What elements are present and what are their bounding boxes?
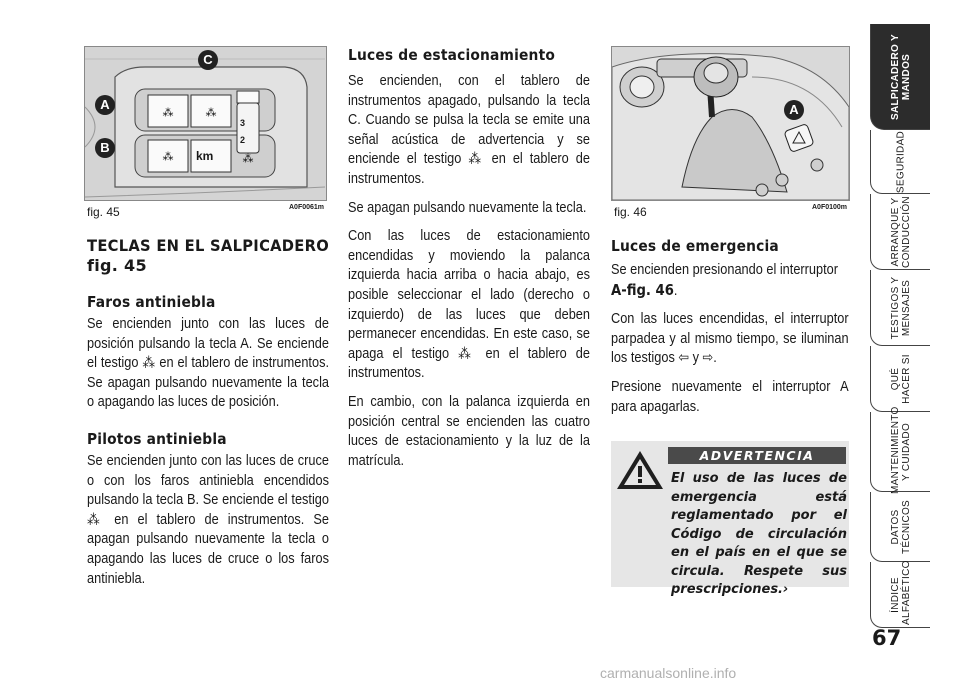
chapter-sidebar [870, 14, 930, 634]
luces-emergencia-section [611, 237, 881, 426]
figure-45-drawing [85, 47, 326, 200]
callout-c: C [198, 50, 218, 70]
tab-label-mantenimiento: MANTENIMIENTO Y CUIDADO [889, 405, 912, 494]
tab-label-datos: DATOS TÉCNICOS [889, 499, 912, 554]
luces-estacionamiento-heading: Luces de estacionamiento [348, 46, 556, 64]
emergencia-p1-a: Se encienden presionando el interruptor [611, 262, 839, 278]
page-number: 67 [872, 626, 902, 650]
tab-label-seguridad: SEGURIDAD [895, 130, 906, 193]
callout-a: A [95, 95, 115, 115]
luces-emergencia-heading: Luces de emergencia [611, 237, 779, 255]
emergencia-p2: Con las luces encendidas, el interruptor parpadea y al mismo tiempo, se iluminan los testigos ⇦ y ⇨. [611, 311, 849, 367]
estacionamiento-p1: Se encienden, con el tablero de instrumentos apagado, pulsando la tecla C. Cuando se pulsa la tecla se emite una señal acústica de advertencia y se enciende el testigo ⁂ en el tablero de instrumentos. [348, 73, 590, 187]
estacionamiento-p3: Con las luces de estacionamiento encendidas y moviendo la palanca izquierda hacia arriba o hacia abajo, es posible seleccionar el lado (derecho o izquierdo) de las luces que deben permanecer encendidas. En este caso, se apaga el testigo ⁂ en el tablero de instrumentos. [348, 228, 590, 382]
emergencia-p3: Presione nuevamente el interruptor A para apagarlas. [611, 378, 849, 415]
faros-antiniebla-text: Se encienden junto con las luces de posición pulsando la tecla A. Se enciende el testigo ⁂ en el tablero de instrumentos. Se apagan pulsando nuevamente la tecla o apagando las luces de posición. [87, 316, 329, 411]
figure-46-code: A0F0100m [812, 204, 848, 211]
section-teclas-title [87, 236, 337, 276]
tab-seguridad[interactable] [870, 130, 930, 194]
figure-46-label: fig. 46 [614, 205, 647, 219]
estacionamiento-p2: Se apagan pulsando nuevamente la tecla. [348, 199, 587, 216]
figure-45-code: A0F0061m [289, 204, 325, 211]
fig45-key-2: 2 [240, 135, 246, 145]
tab-indice[interactable] [870, 559, 930, 628]
fig45-key-km: km [196, 149, 214, 163]
luces-emergencia-text [611, 261, 849, 417]
fig45-key-3: 3 [240, 118, 246, 128]
tab-label-arranque: ARRANQUE Y CONDUCCIÓN [889, 195, 912, 268]
warning-text [617, 470, 847, 600]
tab-arranque[interactable] [870, 194, 930, 270]
pilotos-antiniebla-section [87, 430, 362, 589]
svg-text:⁂: ⁂ [162, 150, 174, 163]
tab-label-que-hacer: QUÉ HACER SI [889, 353, 912, 404]
tab-salpicadero[interactable] [870, 24, 930, 130]
tab-que-hacer[interactable] [870, 346, 930, 412]
svg-text:⁂: ⁂ [242, 152, 254, 165]
emergencia-p1-b: A-fig. 46 [611, 280, 674, 299]
tab-mantenimiento[interactable] [870, 405, 930, 494]
svg-text:⁂: ⁂ [205, 106, 217, 119]
figure-46-drawing [612, 47, 849, 200]
teclas-title-line2: fig. 45 [87, 256, 147, 275]
figure-45-label: fig. 45 [87, 205, 120, 219]
tab-label-indice: ÍNDICE ALFABÉTICO [889, 559, 912, 625]
faros-antiniebla-heading: Faros antiniebla [87, 293, 216, 311]
emergencia-p1: Se encienden presionando el interruptor A-fig. 46. [611, 262, 839, 299]
tab-label-salpicadero: SALPICADERO Y MANDOS [889, 33, 912, 120]
teclas-title-line1: TECLAS EN EL SALPICADERO [87, 236, 330, 255]
faros-antiniebla-section [87, 293, 362, 413]
luces-estacionamiento-text [348, 72, 590, 471]
pilotos-antiniebla-heading: Pilotos antiniebla [87, 430, 227, 448]
pilotos-antiniebla-text: Se encienden junto con las luces de cruce o con los faros antiniebla encendidos pulsando la tecla B. Se enciende el testigo ⁂ en el tablero de instrumentos. Se apagan pulsando nuevamente la tecla o apagando las luces de cruce o los faros antiniebla. [87, 453, 329, 587]
figure-46 [611, 46, 850, 201]
luces-estacionamiento-section [348, 46, 623, 480]
figure-45 [84, 46, 327, 201]
tab-label-testigos: TESTIGOS Y MENSAJES [889, 276, 912, 339]
callout-b: B [95, 138, 115, 158]
callout-a-fig46: A [784, 100, 804, 120]
warning-title: ADVERTENCIA [668, 447, 846, 464]
estacionamiento-p4: En cambio, con la palanca izquierda en posición central se encienden las cuatro luces de estacionamiento y la luz de la matrícula. [348, 393, 590, 469]
warning-text-body: El uso de las luces de emergencia está reglamentado por el Código de circulación en el país en el que se circula. Respete sus prescripciones.› [671, 471, 847, 597]
tab-datos[interactable] [870, 492, 930, 562]
watermark: carmanualsonline.info [600, 665, 737, 681]
svg-text:⁂: ⁂ [162, 106, 174, 119]
tab-testigos[interactable] [870, 270, 930, 346]
